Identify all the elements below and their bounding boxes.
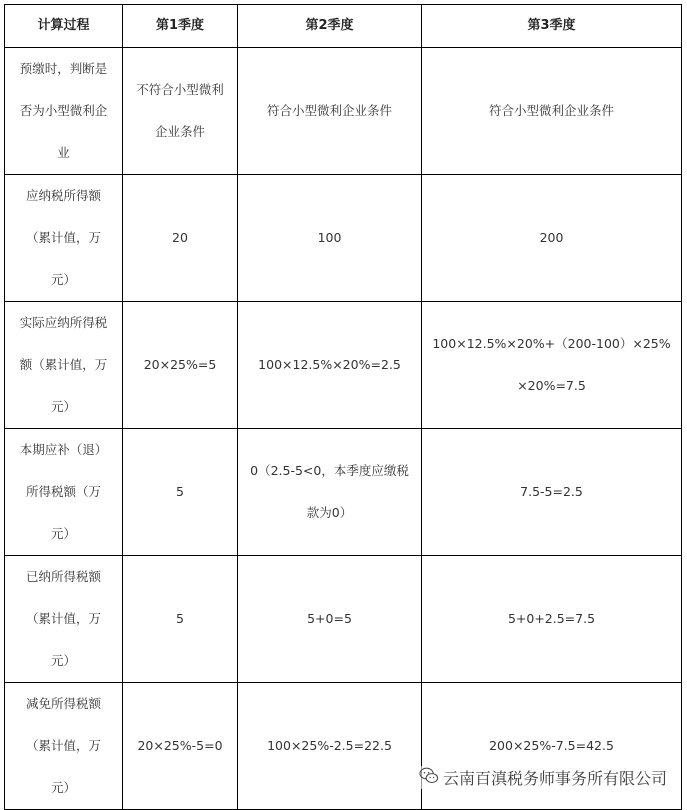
cell-q1: 不符合小型微利企业条件: [123, 48, 238, 175]
header-process: 计算过程: [5, 5, 123, 48]
row-label: 应纳税所得额（累计值，万元）: [5, 175, 123, 302]
header-q1: 第1季度: [123, 5, 238, 48]
cell-q2: 符合小型微利企业条件: [238, 48, 422, 175]
cell-q2: 5+0=5: [238, 556, 422, 683]
row-label: 实际应纳所得税额（累计值，万元）: [5, 302, 123, 429]
cell-q3: 符合小型微利企业条件: [422, 48, 682, 175]
cell-q1: 5: [123, 556, 238, 683]
cell-q3: 7.5-5=2.5: [422, 429, 682, 556]
table-row: [5, 175, 682, 302]
watermark-text: 云南百滇税务师事务所有限公司: [442, 769, 667, 788]
cell-q3: 5+0+2.5=7.5: [422, 556, 682, 683]
table-row: [5, 683, 682, 810]
row-label: 预缴时，判断是否为小型微利企业: [5, 48, 123, 175]
table-row: [5, 302, 682, 429]
header-q3: 第3季度: [422, 5, 682, 48]
header-q2: 第2季度: [238, 5, 422, 48]
table-row: [5, 48, 682, 175]
cell-q2: 100×25%-2.5=22.5: [238, 683, 422, 810]
cell-q2: 0（2.5-5<0，本季度应缴税款为0）: [238, 429, 422, 556]
table-row: [5, 429, 682, 556]
row-label: 已纳所得税额（累计值，万元）: [5, 556, 123, 683]
row-label: 减免所得税额（累计值，万元）: [5, 683, 123, 810]
cell-q1: 5: [123, 429, 238, 556]
cell-q1: 20: [123, 175, 238, 302]
cell-q1: 20×25%-5=0: [123, 683, 238, 810]
row-label: 本期应补（退）所得税额（万元）: [5, 429, 123, 556]
cell-q3: 100×12.5%×20%+（200-100）×25%×20%=7.5: [422, 302, 682, 429]
tax-calculation-table: [4, 4, 682, 810]
cell-q3: 200×25%-7.5=42.5: [422, 683, 682, 810]
cell-q2: 100×12.5%×20%=2.5: [238, 302, 422, 429]
cell-q2: 100: [238, 175, 422, 302]
wechat-icon: [419, 767, 439, 789]
cell-q1: 20×25%=5: [123, 302, 238, 429]
table-row: [5, 556, 682, 683]
watermark: [419, 766, 667, 789]
table-header-row: [5, 5, 682, 48]
cell-q3: 200: [422, 175, 682, 302]
